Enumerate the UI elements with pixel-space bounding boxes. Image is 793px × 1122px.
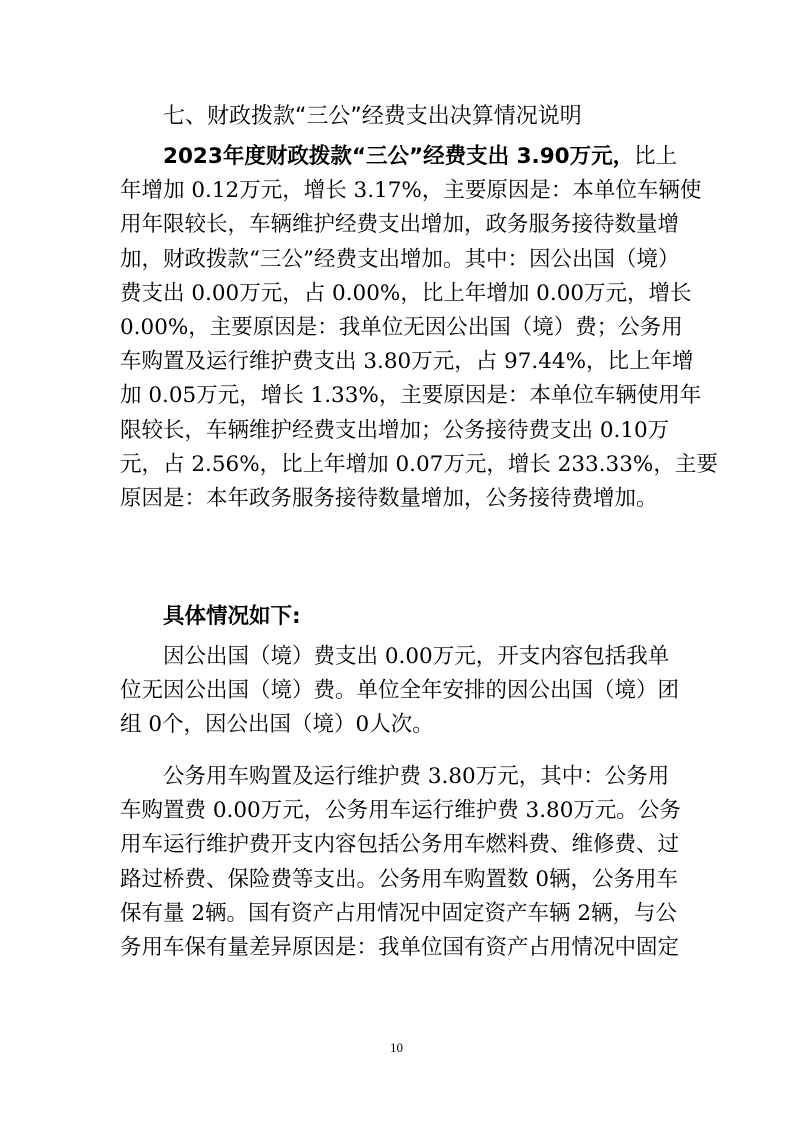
section-heading: 七、财政拨款“三公”经费支出决算情况说明: [163, 104, 582, 129]
details-heading-block: [120, 600, 685, 634]
summary-line: 车购置及运行维护费支出 3.80万元，占 97.44%，比上年增: [120, 349, 694, 375]
vehicles-line: 公务用车购置及运行维护费 3.80万元，其中：公务用: [163, 764, 670, 789]
summary-line: 原因是：本年政务服务接待数量增加，公务接待费增加。: [120, 485, 658, 511]
summary-line: 元，占 2.56%，比上年增加 0.07万元，增长 233.33%，主要: [120, 451, 718, 477]
vehicles-line: 路过桥费、保险费等支出。公务用车购置数 0辆，公务用车: [120, 866, 679, 892]
summary-line: 费支出 0.00万元，占 0.00%，比上年增加 0.00万元，增长: [120, 280, 692, 306]
summary-line: 加 0.05万元，增长 1.33%，主要原因是：本单位车辆使用年: [120, 383, 702, 409]
summary-line: 年增加 0.12万元，增长 3.17%，主要原因是：本单位车辆使: [120, 178, 702, 204]
vehicles-line: 务用车保有量差异原因是：我单位国有资产占用情况中固定: [120, 934, 680, 960]
details-heading: 具体情况如下:: [163, 604, 301, 629]
summary-line: 限较长，车辆维护经费支出增加；公务接待费支出 0.10万: [120, 417, 670, 443]
summary-line: 加，财政拨款“三公”经费支出增加。其中：因公出国（境）: [120, 246, 680, 272]
summary-line: 用年限较长，车辆维护经费支出增加，政务服务接待数量增: [120, 212, 680, 238]
overseas-line: 因公出国（境）费支出 0.00万元，开支内容包括我单: [163, 644, 670, 669]
overseas-line: 组 0个，因公出国（境）0人次。: [120, 712, 434, 738]
overseas-line: 位无因公出国（境）费。单位全年安排的因公出国（境）团: [120, 678, 680, 704]
summary-line: [120, 140, 685, 174]
overseas-paragraph: [120, 640, 685, 743]
page-number: 10: [390, 1040, 403, 1055]
vehicles-line: 保有量 2辆。国有资产占用情况中固定资产车辆 2辆，与公: [120, 900, 678, 926]
summary-lead: 2023年度财政拨款“三公”经费支出 3.90万元，: [163, 144, 635, 169]
summary-lead-rest: 比上: [634, 144, 678, 169]
summary-line: 0.00%，主要原因是：我单位无因公出国（境）费；公务用: [120, 314, 683, 340]
vehicles-paragraph: [120, 760, 685, 965]
summary-paragraph: [120, 140, 718, 516]
vehicles-line: 车购置费 0.00万元，公务用车运行维护费 3.80万元。公务: [120, 798, 681, 824]
vehicles-line: 用车运行维护费开支内容包括公务用车燃料费、维修费、过: [120, 832, 680, 858]
